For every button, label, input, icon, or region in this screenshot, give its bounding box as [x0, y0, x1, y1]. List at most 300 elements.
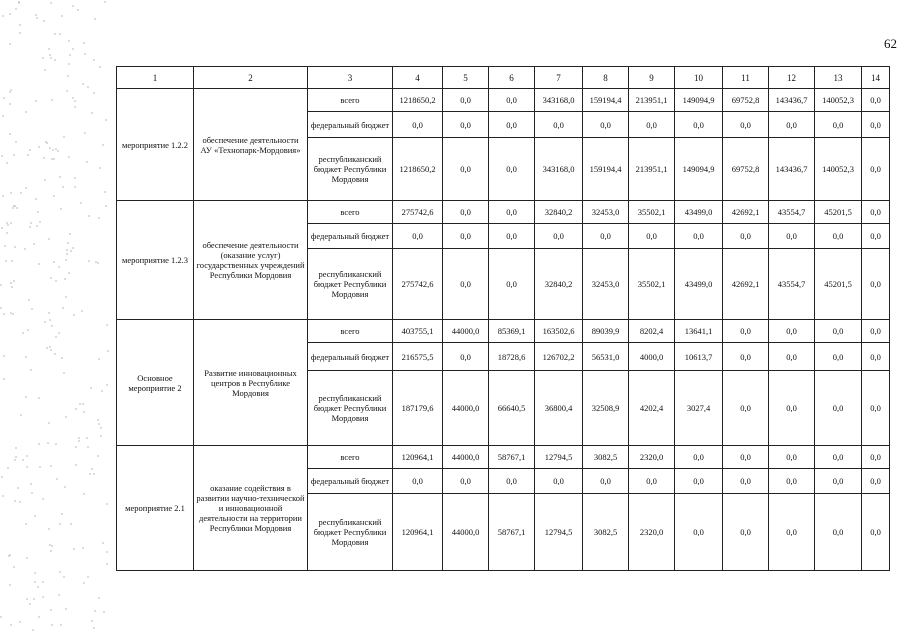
- noise-speck: [65, 608, 67, 610]
- table-row: [117, 446, 890, 469]
- noise-speck: [62, 307, 64, 309]
- noise-speck: [58, 332, 60, 334]
- value-cell: 42692,1: [723, 249, 769, 320]
- value-cell: 163502,6: [535, 320, 583, 343]
- value-cell: 0,0: [675, 224, 723, 249]
- noise-speck: [83, 493, 85, 495]
- noise-speck: [22, 459, 24, 461]
- noise-speck: [91, 112, 93, 114]
- noise-speck: [13, 566, 15, 568]
- noise-speck: [15, 447, 17, 449]
- noise-speck: [54, 353, 56, 355]
- noise-speck: [102, 542, 104, 544]
- value-cell: 0,0: [489, 138, 535, 201]
- value-cell: 0,0: [723, 371, 769, 446]
- noise-speck: [0, 284, 2, 286]
- noise-speck: [52, 149, 54, 151]
- noise-speck: [38, 397, 40, 399]
- noise-speck: [3, 378, 5, 380]
- noise-speck: [106, 324, 108, 326]
- noise-speck: [11, 286, 13, 288]
- value-cell: 0,0: [489, 224, 535, 249]
- noise-speck: [37, 586, 39, 588]
- value-cell: 0,0: [769, 320, 815, 343]
- value-cell: 1218650,2: [393, 89, 443, 112]
- value-cell: 0,0: [443, 343, 489, 371]
- value-cell: 0,0: [393, 112, 443, 138]
- noise-speck: [10, 312, 12, 314]
- noise-speck: [68, 156, 70, 158]
- noise-speck: [56, 478, 58, 480]
- noise-speck: [63, 372, 65, 374]
- noise-speck: [89, 473, 91, 475]
- value-cell: 42692,1: [723, 201, 769, 224]
- noise-speck: [18, 2, 20, 4]
- noise-speck: [63, 576, 65, 578]
- noise-speck: [80, 202, 82, 204]
- value-cell: 0,0: [862, 469, 890, 494]
- value-cell: 56531,0: [583, 343, 629, 371]
- noise-speck: [16, 207, 18, 209]
- value-cell: 0,0: [393, 469, 443, 494]
- value-cell: 2320,0: [629, 446, 675, 469]
- noise-speck: [50, 57, 52, 59]
- noise-speck: [82, 403, 84, 405]
- value-cell: 0,0: [535, 112, 583, 138]
- value-cell: 0,0: [723, 224, 769, 249]
- noise-speck: [99, 66, 101, 68]
- noise-speck: [42, 57, 44, 59]
- noise-speck: [70, 250, 72, 252]
- noise-speck: [36, 225, 38, 227]
- noise-speck: [74, 106, 76, 108]
- measure-name: мероприятие 2.1: [117, 446, 194, 571]
- noise-speck: [48, 528, 50, 530]
- noise-speck: [30, 222, 32, 224]
- column-header: 4: [393, 67, 443, 89]
- noise-speck: [64, 486, 66, 488]
- value-cell: 3082,5: [583, 446, 629, 469]
- noise-speck: [48, 48, 50, 50]
- value-cell: 213951,1: [629, 138, 675, 201]
- value-cell: 0,0: [443, 89, 489, 112]
- noise-speck: [38, 146, 40, 148]
- noise-speck: [93, 627, 95, 629]
- noise-speck: [26, 557, 28, 559]
- noise-speck: [9, 133, 11, 135]
- funding-source: республиканский бюджет Республики Мордовия: [308, 494, 393, 571]
- noise-speck: [63, 136, 65, 138]
- value-cell: 0,0: [815, 320, 862, 343]
- column-header: 3: [308, 67, 393, 89]
- noise-speck: [26, 455, 28, 457]
- noise-speck: [3, 97, 5, 99]
- noise-speck: [39, 466, 41, 468]
- noise-speck: [87, 576, 89, 578]
- value-cell: 216575,5: [393, 343, 443, 371]
- noise-speck: [15, 456, 17, 458]
- funding-source: федеральный бюджет: [308, 224, 393, 249]
- noise-speck: [66, 90, 68, 92]
- noise-speck: [65, 259, 67, 261]
- noise-speck: [7, 467, 9, 469]
- noise-speck: [98, 597, 100, 599]
- noise-speck: [106, 563, 108, 565]
- noise-speck: [38, 443, 40, 445]
- noise-speck: [9, 13, 11, 15]
- noise-speck: [25, 396, 27, 398]
- measure-description: Развитие инновационных центров в Республике Мордовия: [194, 320, 308, 446]
- noise-speck: [24, 248, 26, 250]
- noise-speck: [29, 226, 31, 228]
- noise-speck: [38, 616, 40, 618]
- noise-speck: [87, 86, 89, 88]
- value-cell: 0,0: [862, 371, 890, 446]
- value-cell: 0,0: [769, 112, 815, 138]
- value-cell: 0,0: [675, 446, 723, 469]
- noise-speck: [28, 299, 30, 301]
- measure-description: обеспечение деятельности АУ «Технопарк-Мордовия»: [194, 89, 308, 201]
- column-header: 12: [769, 67, 815, 89]
- noise-speck: [54, 59, 56, 61]
- value-cell: 143436,7: [769, 89, 815, 112]
- value-cell: 0,0: [583, 469, 629, 494]
- value-cell: 0,0: [489, 89, 535, 112]
- value-cell: 0,0: [862, 89, 890, 112]
- value-cell: 275742,6: [393, 249, 443, 320]
- value-cell: 44000,0: [443, 320, 489, 343]
- table-row: [117, 201, 890, 224]
- value-cell: 143436,7: [769, 138, 815, 201]
- noise-speck: [70, 523, 72, 525]
- noise-speck: [58, 266, 60, 268]
- noise-speck: [48, 312, 50, 314]
- value-cell: 32840,2: [535, 201, 583, 224]
- value-cell: 0,0: [489, 469, 535, 494]
- noise-speck: [14, 459, 16, 461]
- noise-speck: [46, 142, 48, 144]
- noise-speck: [43, 157, 45, 159]
- noise-speck: [68, 272, 70, 274]
- noise-speck: [32, 629, 34, 631]
- noise-speck: [98, 217, 100, 219]
- noise-speck: [2, 495, 4, 497]
- value-cell: 0,0: [443, 112, 489, 138]
- noise-speck: [84, 132, 86, 134]
- funding-source: республиканский бюджет Республики Мордовия: [308, 138, 393, 201]
- noise-speck: [100, 435, 102, 437]
- noise-speck: [74, 186, 76, 188]
- noise-speck: [98, 423, 100, 425]
- noise-speck: [14, 246, 16, 248]
- noise-speck: [82, 547, 84, 549]
- value-cell: 0,0: [723, 320, 769, 343]
- noise-speck: [19, 32, 21, 34]
- noise-speck: [93, 473, 95, 475]
- value-cell: 0,0: [489, 112, 535, 138]
- noise-speck: [8, 555, 10, 557]
- noise-speck: [27, 154, 29, 156]
- column-header: 13: [815, 67, 862, 89]
- noise-speck: [2, 115, 4, 117]
- noise-speck: [31, 308, 33, 310]
- noise-speck: [7, 224, 9, 226]
- noise-speck: [4, 245, 6, 247]
- value-cell: 3082,5: [583, 494, 629, 571]
- noise-speck: [68, 63, 70, 65]
- value-cell: 44000,0: [443, 371, 489, 446]
- noise-speck: [75, 446, 77, 448]
- value-cell: 3027,4: [675, 371, 723, 446]
- noise-speck: [25, 523, 27, 525]
- value-cell: 44000,0: [443, 446, 489, 469]
- noise-speck: [72, 48, 74, 50]
- noise-speck: [74, 177, 76, 179]
- noise-speck: [88, 215, 90, 217]
- noise-speck: [83, 411, 85, 413]
- noise-speck: [20, 192, 22, 194]
- noise-speck: [33, 598, 35, 600]
- value-cell: 85369,1: [489, 320, 535, 343]
- value-cell: 0,0: [862, 343, 890, 371]
- value-cell: 0,0: [723, 446, 769, 469]
- noise-speck: [0, 616, 2, 618]
- noise-speck: [1, 227, 3, 229]
- noise-speck: [11, 260, 13, 262]
- value-cell: 43554,7: [769, 249, 815, 320]
- measure-name: мероприятие 1.2.3: [117, 201, 194, 320]
- noise-speck: [15, 8, 17, 10]
- noise-speck: [53, 158, 55, 160]
- funding-source: всего: [308, 89, 393, 112]
- noise-speck: [49, 54, 51, 56]
- column-header: 1: [117, 67, 194, 89]
- noise-speck: [5, 260, 7, 262]
- noise-speck: [64, 278, 66, 280]
- value-cell: 140052,3: [815, 89, 862, 112]
- value-cell: 0,0: [815, 469, 862, 494]
- noise-speck: [6, 222, 8, 224]
- noise-speck: [2, 15, 4, 17]
- noise-speck: [35, 100, 37, 102]
- noise-speck: [87, 446, 89, 448]
- noise-speck: [35, 14, 37, 16]
- value-cell: 8202,4: [629, 320, 675, 343]
- value-cell: 69752,8: [723, 138, 769, 201]
- column-header: 14: [862, 67, 890, 89]
- noise-speck: [73, 314, 75, 316]
- noise-speck: [37, 211, 39, 213]
- noise-speck: [43, 20, 45, 22]
- value-cell: 343168,0: [535, 89, 583, 112]
- noise-speck: [104, 191, 106, 193]
- noise-speck: [83, 582, 85, 584]
- noise-speck: [10, 192, 12, 194]
- noise-speck: [50, 349, 52, 351]
- value-cell: 32508,9: [583, 371, 629, 446]
- noise-speck: [66, 253, 68, 255]
- noise-speck: [50, 465, 52, 467]
- funding-source: всего: [308, 320, 393, 343]
- funding-source: республиканский бюджет Республики Мордовия: [308, 249, 393, 320]
- noise-speck: [49, 147, 51, 149]
- value-cell: 343168,0: [535, 138, 583, 201]
- noise-speck: [59, 33, 61, 35]
- value-cell: 32453,0: [583, 249, 629, 320]
- value-cell: 0,0: [862, 446, 890, 469]
- noise-speck: [73, 548, 75, 550]
- funding-source: всего: [308, 201, 393, 224]
- value-cell: 0,0: [815, 343, 862, 371]
- value-cell: 0,0: [583, 224, 629, 249]
- noise-speck: [106, 551, 108, 553]
- noise-speck: [29, 149, 31, 151]
- noise-speck: [58, 594, 60, 596]
- value-cell: 58767,1: [489, 494, 535, 571]
- value-cell: 32453,0: [583, 201, 629, 224]
- measure-description: оказание содействия в развитии научно-технической и инновационной деятельности на территории Республики Мордовия: [194, 446, 308, 571]
- noise-speck: [38, 263, 40, 265]
- column-header: 10: [675, 67, 723, 89]
- noise-speck: [22, 332, 24, 334]
- noise-speck: [36, 17, 38, 19]
- noise-speck: [6, 162, 8, 164]
- noise-speck: [57, 150, 59, 152]
- noise-speck: [42, 498, 44, 500]
- noise-speck: [33, 243, 35, 245]
- noise-speck: [6, 232, 8, 234]
- noise-speck: [44, 69, 46, 71]
- value-cell: 159194,4: [583, 89, 629, 112]
- noise-speck: [94, 18, 96, 20]
- noise-speck: [26, 466, 28, 468]
- noise-speck: [105, 205, 107, 207]
- noise-speck: [19, 621, 21, 623]
- value-cell: 0,0: [815, 446, 862, 469]
- value-cell: 4202,4: [629, 371, 675, 446]
- value-cell: 0,0: [862, 494, 890, 571]
- noise-speck: [55, 336, 57, 338]
- value-cell: 0,0: [629, 469, 675, 494]
- noise-speck: [3, 313, 5, 315]
- noise-speck: [72, 5, 74, 7]
- noise-speck: [61, 357, 63, 359]
- noise-speck: [61, 513, 63, 515]
- noise-speck: [98, 358, 100, 360]
- column-header: 9: [629, 67, 675, 89]
- noise-speck: [60, 624, 62, 626]
- measure-description: обеспечение деятельности (оказание услуг) государственных учреждений Республики Мордовия: [194, 201, 308, 320]
- value-cell: 43499,0: [675, 201, 723, 224]
- noise-speck: [13, 154, 15, 156]
- value-cell: 0,0: [535, 469, 583, 494]
- noise-speck: [102, 144, 104, 146]
- value-cell: 0,0: [815, 494, 862, 571]
- noise-speck: [104, 1, 106, 3]
- noise-speck: [51, 158, 53, 160]
- noise-speck: [50, 550, 52, 552]
- noise-speck: [84, 53, 86, 55]
- noise-speck: [75, 464, 77, 466]
- value-cell: 43499,0: [675, 249, 723, 320]
- value-cell: 0,0: [769, 469, 815, 494]
- value-cell: 13641,1: [675, 320, 723, 343]
- noise-speck: [81, 310, 83, 312]
- value-cell: 4000,0: [629, 343, 675, 371]
- value-cell: 0,0: [583, 112, 629, 138]
- noise-speck: [31, 492, 33, 494]
- noise-speck: [20, 414, 22, 416]
- value-cell: 45201,5: [815, 249, 862, 320]
- noise-speck: [62, 186, 64, 188]
- noise-speck: [1, 476, 3, 478]
- noise-speck: [72, 97, 74, 99]
- value-cell: 0,0: [769, 224, 815, 249]
- value-cell: 0,0: [443, 469, 489, 494]
- noise-speck: [78, 440, 80, 442]
- value-cell: 0,0: [815, 112, 862, 138]
- value-cell: 89039,9: [583, 320, 629, 343]
- column-header: 11: [723, 67, 769, 89]
- value-cell: 0,0: [723, 494, 769, 571]
- noise-speck: [19, 24, 21, 26]
- value-cell: 0,0: [723, 112, 769, 138]
- noise-speck: [10, 282, 12, 284]
- noise-speck: [10, 624, 12, 626]
- noise-speck: [75, 408, 77, 410]
- value-cell: 0,0: [675, 112, 723, 138]
- value-cell: 0,0: [769, 371, 815, 446]
- noise-speck: [50, 277, 52, 279]
- value-cell: 0,0: [769, 494, 815, 571]
- noise-speck: [55, 443, 57, 445]
- value-cell: 0,0: [675, 469, 723, 494]
- funding-source: федеральный бюджет: [308, 343, 393, 371]
- value-cell: 0,0: [489, 201, 535, 224]
- value-cell: 0,0: [769, 446, 815, 469]
- funding-source: всего: [308, 446, 393, 469]
- funding-source: федеральный бюджет: [308, 112, 393, 138]
- value-cell: 120964,1: [393, 494, 443, 571]
- noise-speck: [67, 75, 69, 77]
- value-cell: 0,0: [815, 224, 862, 249]
- noise-speck: [51, 624, 53, 626]
- value-cell: 35502,1: [629, 249, 675, 320]
- table-row: [117, 320, 890, 343]
- value-cell: 140052,3: [815, 138, 862, 201]
- noise-speck: [65, 416, 67, 418]
- noise-speck: [53, 195, 55, 197]
- value-cell: 58767,1: [489, 446, 535, 469]
- noise-speck: [99, 167, 101, 169]
- noise-speck: [25, 111, 27, 113]
- noise-speck: [34, 572, 36, 574]
- noise-speck: [25, 356, 27, 358]
- noise-speck: [97, 455, 99, 457]
- noise-speck: [59, 523, 61, 525]
- funding-source: федеральный бюджет: [308, 469, 393, 494]
- noise-speck: [10, 222, 12, 224]
- noise-speck: [82, 83, 84, 85]
- noise-speck: [27, 329, 29, 331]
- value-cell: 43554,7: [769, 201, 815, 224]
- value-cell: 0,0: [443, 138, 489, 201]
- noise-speck: [100, 427, 102, 429]
- value-cell: 18728,6: [489, 343, 535, 371]
- column-header: 5: [443, 67, 489, 89]
- noise-speck: [91, 468, 93, 470]
- value-cell: 0,0: [535, 224, 583, 249]
